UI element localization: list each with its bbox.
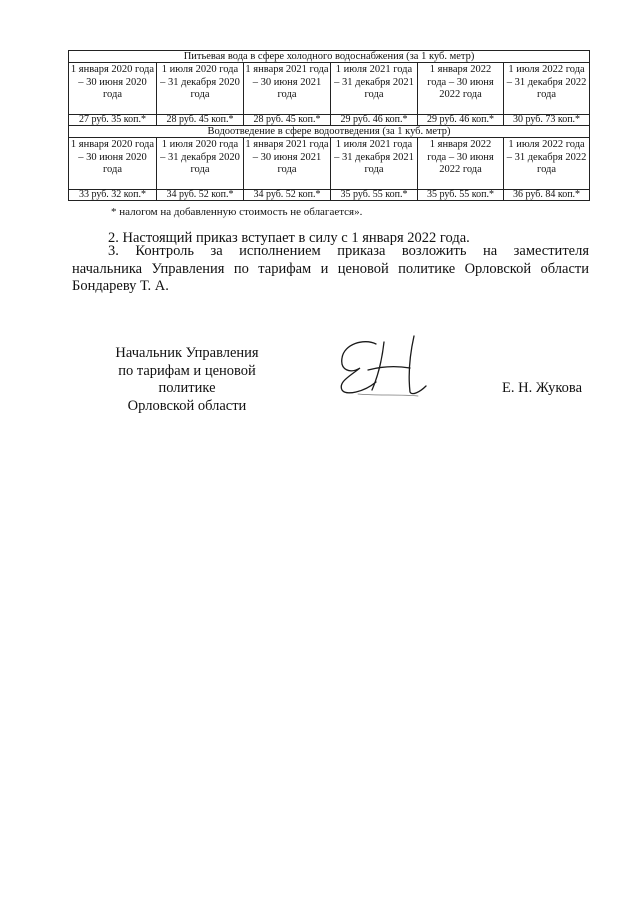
table-period-row [69, 138, 590, 190]
paragraph-3 [72, 243, 589, 296]
paragraph-3-line-1 [72, 243, 589, 261]
signatory-title-line-3: Орловской области [127, 397, 247, 414]
price-cell: 30 руб. 73 коп.* [504, 115, 590, 126]
price-cell: 33 руб. 32 коп.* [69, 190, 157, 201]
period-cell: 1 января 2020 года – 30 июня 2020 года [69, 138, 157, 190]
price-cell: 35 руб. 55 коп.* [331, 190, 418, 201]
paragraph-3-line-3: Бондареву Т. А. [72, 278, 169, 294]
handwritten-signature [328, 330, 438, 400]
period-cell: 1 июля 2020 года – 31 декабря 2020 года [157, 63, 244, 115]
paragraph-3-line-2: начальника Управления по тарифам и ценовой политике Орловской области [72, 260, 589, 277]
section-title-wastewater: Водоотведение в сфере водоотведения (за 1 куб. метр) [69, 126, 590, 138]
section-title-cold-water: Питьевая вода в сфере холодного водоснабжения (за 1 куб. метр) [69, 51, 590, 63]
price-cell: 29 руб. 46 коп.* [331, 115, 418, 126]
price-cell: 34 руб. 52 коп.* [157, 190, 244, 201]
price-cell: 28 руб. 45 коп.* [157, 115, 244, 126]
paragraph-2-text: 2. Настоящий приказ вступает в силу с 1 января 2022 года. [108, 230, 470, 246]
period-cell: 1 июля 2020 года – 31 декабря 2020 года [157, 138, 244, 190]
period-cell: 1 января 2022 года – 30 июня 2022 года [418, 63, 504, 115]
table-price-row [69, 115, 590, 126]
price-cell: 34 руб. 52 коп.* [244, 190, 331, 201]
period-cell: 1 января 2022 года – 30 июня 2022 года [418, 138, 504, 190]
period-cell: 1 января 2021 года – 30 июня 2021 года [244, 63, 331, 115]
signatory-title-line-2: по тарифам и ценовой политике [118, 362, 256, 396]
signatory-name: Е. Н. Жукова [502, 380, 583, 396]
price-cell: 36 руб. 84 коп.* [504, 190, 590, 201]
price-cell: 27 руб. 35 коп.* [69, 115, 157, 126]
tariff-table [68, 50, 590, 201]
period-cell: 1 июля 2022 года – 31 декабря 2022 года [504, 138, 590, 190]
table-section-header-row [69, 126, 590, 138]
table-section-header-row [69, 51, 590, 63]
period-cell: 1 января 2021 года – 30 июня 2021 года [244, 138, 331, 190]
table-footnote: * налогом на добавленную стоимость не облагается». [111, 206, 363, 218]
signatory-title-line-1: Начальник Управления [115, 345, 259, 361]
paragraph-3-line-1-text: 3. Контроль за исполнением приказа возложить на заместителя [108, 243, 589, 259]
table-price-row [69, 190, 590, 201]
period-cell: 1 января 2020 года – 30 июня 2020 года [69, 63, 157, 115]
signatory-title [92, 345, 282, 415]
period-cell: 1 июля 2021 года – 31 декабря 2021 года [331, 63, 418, 115]
period-cell: 1 июля 2021 года – 31 декабря 2021 года [331, 138, 418, 190]
price-cell: 29 руб. 46 коп.* [418, 115, 504, 126]
price-cell: 35 руб. 55 коп.* [418, 190, 504, 201]
period-cell: 1 июля 2022 года – 31 декабря 2022 года [504, 63, 590, 115]
table-period-row [69, 63, 590, 115]
price-cell: 28 руб. 45 коп.* [244, 115, 331, 126]
